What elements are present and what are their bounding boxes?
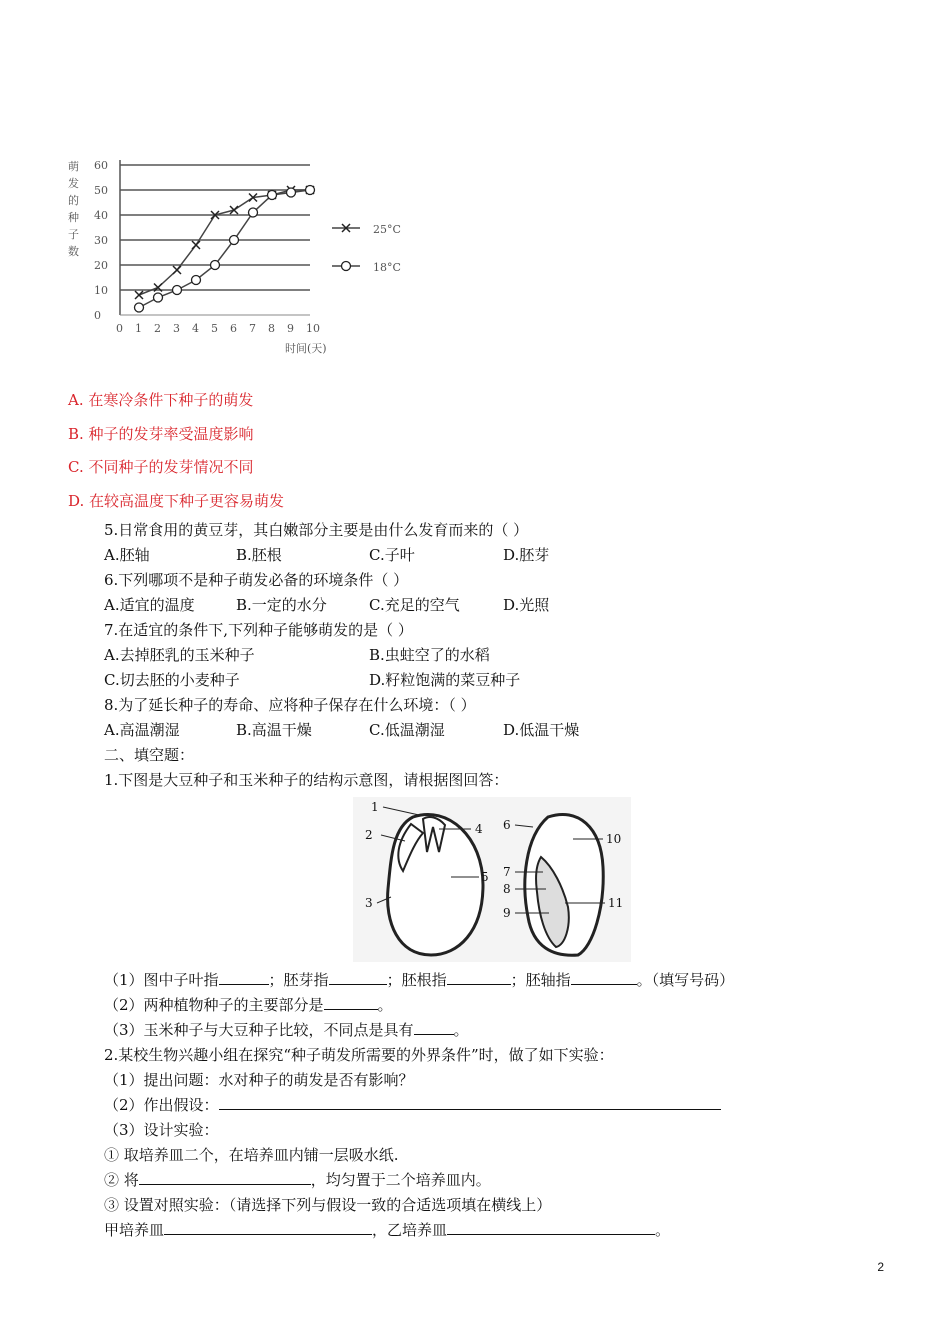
f2-step2-text-a: ② 将 — [104, 1171, 139, 1189]
chart-ytick-label: 60 — [94, 159, 108, 172]
chart-xtick-label: 0 — [116, 322, 123, 335]
blank-hypocotyl[interactable] — [571, 970, 637, 985]
chart-xtick-label: 3 — [173, 322, 180, 335]
label-1: 1 — [371, 800, 379, 814]
label-6: 6 — [503, 818, 511, 832]
f2-step4-text-b: ，乙培养皿 — [372, 1221, 448, 1239]
f2-design: （3）设计实验： — [104, 1121, 219, 1139]
legend-label: 18°C — [373, 261, 401, 274]
f1-sub2-text-a: （2）两种植物种子的主要部分是 — [104, 996, 324, 1014]
f1-sub1-text-c: ；胚根指 — [386, 971, 447, 989]
chart-ylabel-char: 种 — [68, 211, 79, 224]
blank-difference[interactable] — [414, 1020, 454, 1035]
chart-point-x — [173, 266, 181, 274]
f2-hypothesis-text: （2）作出假设： — [104, 1096, 219, 1114]
chart-ticks — [94, 159, 320, 335]
label-8: 8 — [503, 882, 511, 896]
page-number: 2 — [877, 1260, 884, 1274]
label-2: 2 — [365, 828, 373, 842]
f2-step3: ③ 设置对照实验：（请选择下列与假设一致的合适选项填在横线上） — [104, 1196, 552, 1214]
f1-sub1-text-a: （1）图中子叶指 — [104, 971, 219, 989]
q7-option-b: B.虫蛀空了的水稻 — [369, 646, 490, 664]
label-11: 11 — [608, 896, 624, 910]
chart-ylabel-char: 的 — [68, 194, 79, 207]
q8-option-d: D.低温干燥 — [503, 721, 580, 739]
q5-option-a: A.胚轴 — [104, 546, 150, 564]
chart-point-o — [268, 191, 277, 200]
label-5: 5 — [481, 870, 489, 884]
chart-series — [135, 186, 315, 313]
legend-label: 25°C — [373, 223, 401, 236]
option-a: A. 在寒冷条件下种子的萌发 — [68, 391, 254, 409]
option-c: C. 不同种子的发芽情况不同 — [68, 458, 254, 476]
chart-xtick-label: 9 — [287, 322, 294, 335]
chart-legend — [332, 223, 401, 274]
chart-ytick-label: 10 — [94, 284, 108, 297]
chart-point-o — [154, 293, 163, 302]
f2-question: （1）提出问题：水对种子的萌发是否有影响？ — [104, 1071, 414, 1089]
q7-option-d: D.籽粒饱满的菜豆种子 — [369, 671, 521, 689]
chart-ylabel-char: 数 — [68, 245, 79, 258]
q6-option-c: C.充足的空气 — [369, 596, 460, 614]
label-7: 7 — [503, 865, 511, 879]
chart-xtick-label: 10 — [306, 322, 320, 335]
option-d: D. 在较高温度下种子更容易萌发 — [68, 492, 285, 510]
q6-option-d: D.光照 — [503, 596, 550, 614]
chart-point-o — [306, 186, 315, 195]
f1-sub1-text-e: 。（填写号码） — [636, 971, 735, 989]
chart-series-line — [139, 190, 310, 295]
f1-stem: 1.下图是大豆种子和玉米种子的结构示意图，请根据图回答： — [104, 771, 509, 789]
q6-option-b: B.一定的水分 — [236, 596, 327, 614]
chart-point-o — [249, 208, 258, 217]
f1-sub3 — [104, 1020, 469, 1040]
section-heading: 二、填空题： — [104, 746, 195, 764]
chart-point-o — [192, 276, 201, 285]
q5-stem: 5.日常食用的黄豆芽，其白嫩部分主要是由什么发育而来的（ ） — [104, 521, 529, 539]
f2-step4-text-c: 。 — [655, 1221, 671, 1239]
f1-sub2-text-b: 。 — [377, 996, 393, 1014]
f2-step2 — [104, 1170, 491, 1190]
f2-step4 — [104, 1220, 670, 1240]
q5-option-d: D.胚芽 — [503, 546, 550, 564]
blank-main-part[interactable] — [324, 995, 378, 1010]
chart-ytick-label: 0 — [94, 309, 101, 322]
chart-ytick-label: 30 — [94, 234, 108, 247]
blank-radicle[interactable] — [447, 970, 511, 985]
f1-sub1 — [104, 970, 734, 990]
option-b: B. 种子的发芽率受温度影响 — [68, 425, 254, 443]
f2-step2-text-b: ，均匀置于二个培养皿内。 — [310, 1171, 491, 1189]
chart-ytick-label: 40 — [94, 209, 108, 222]
blank-seeds[interactable] — [139, 1170, 311, 1185]
q7-stem: 7.在适宜的条件下,下列种子能够萌发的是（ ） — [104, 621, 413, 639]
f2-stem: 2.某校生物兴趣小组在探究“种子萌发所需要的外界条件”时，做了如下实验： — [104, 1046, 614, 1064]
f2-step1: ① 取培养皿二个，在培养皿内铺一层吸水纸. — [104, 1146, 399, 1164]
q7-option-a: A.去掉胚乳的玉米种子 — [104, 646, 255, 664]
chart-point-o — [135, 303, 144, 312]
blank-hypothesis[interactable] — [219, 1095, 721, 1110]
chart-xtick-label: 6 — [230, 322, 237, 335]
chart-xtick-label: 7 — [249, 322, 256, 335]
chart-xtick-label: 1 — [135, 322, 142, 335]
label-10: 10 — [606, 832, 622, 846]
q7-option-c: C.切去胚的小麦种子 — [104, 671, 240, 689]
label-9: 9 — [503, 906, 511, 920]
chart-point-o — [211, 261, 220, 270]
label-3: 3 — [365, 896, 373, 910]
blank-dish-b[interactable] — [447, 1220, 655, 1235]
chart-ylabel-char: 发 — [68, 177, 79, 190]
f1-sub2 — [104, 995, 393, 1015]
chart-xtick-label: 5 — [211, 322, 218, 335]
chart-ytick-label: 50 — [94, 184, 108, 197]
chart-ylabel-char: 萌 — [68, 160, 79, 173]
chart-ylabel-char: 子 — [68, 228, 79, 241]
chart-xlabel: 时间(天) — [285, 342, 327, 355]
q6-stem: 6.下列哪项不是种子萌发必备的环境条件（ ） — [104, 571, 409, 589]
chart-ytick-label: 20 — [94, 259, 108, 272]
chart-point-o — [173, 286, 182, 295]
blank-plumule[interactable] — [329, 970, 387, 985]
chart-xtick-label: 4 — [192, 322, 199, 335]
chart-point-o — [230, 236, 239, 245]
q8-option-b: B.高温干燥 — [236, 721, 312, 739]
q8-stem: 8.为了延长种子的寿命、应将种子保存在什么环境：（ ） — [104, 696, 476, 714]
legend-marker-o — [342, 262, 351, 271]
f1-sub1-text-b: ；胚芽指 — [268, 971, 329, 989]
f2-step4-text-a: 甲培养皿 — [104, 1221, 165, 1239]
f1-sub3-text-a: （3）玉米种子与大豆种子比较，不同点是具有 — [104, 1021, 414, 1039]
chart-xtick-label: 2 — [154, 322, 161, 335]
blank-cotyledon[interactable] — [219, 970, 269, 985]
f1-sub3-text-b: 。 — [453, 1021, 469, 1039]
label-4: 4 — [475, 822, 483, 836]
chart-xtick-label: 8 — [268, 322, 275, 335]
chart-point-x — [192, 241, 200, 249]
blank-dish-a[interactable] — [164, 1220, 372, 1235]
chart-point-o — [287, 188, 296, 197]
chart-ylabel — [68, 159, 79, 258]
f1-sub1-text-d: ；胚轴指 — [510, 971, 571, 989]
seed-structure-diagram — [353, 797, 631, 962]
q8-option-c: C.低温潮湿 — [369, 721, 445, 739]
germination-chart — [60, 150, 420, 360]
q8-option-a: A.高温潮湿 — [104, 721, 180, 739]
q5-option-c: C.子叶 — [369, 546, 415, 564]
q6-option-a: A.适宜的温度 — [104, 596, 195, 614]
chart-point-x — [135, 291, 143, 299]
q5-option-b: B.胚根 — [236, 546, 282, 564]
f2-hypothesis — [104, 1095, 721, 1115]
